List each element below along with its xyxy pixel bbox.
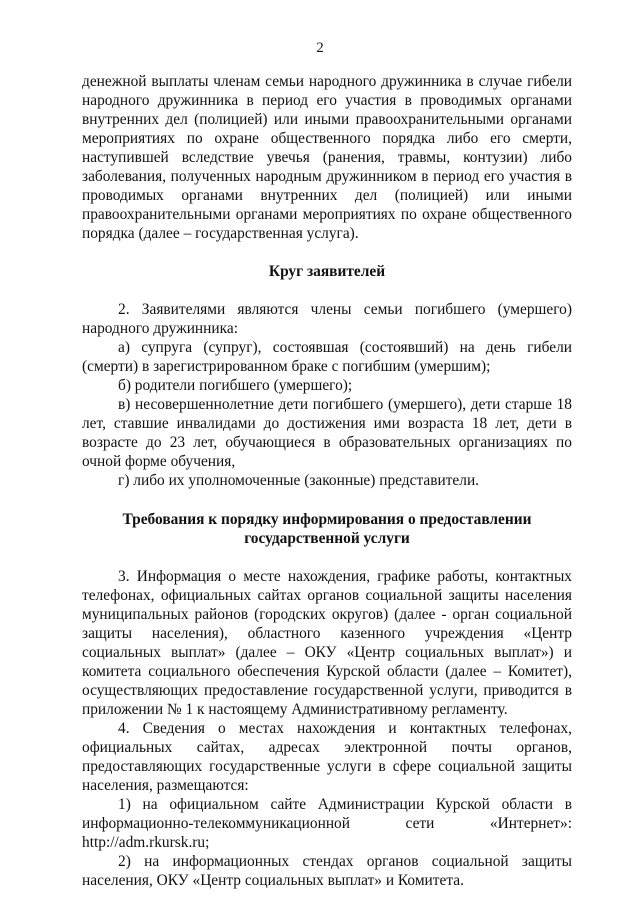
paragraph-2: 2. Заявителями являются члены семьи погибшего (умершего) народного дружинника: <box>82 301 572 337</box>
requirements-heading-line-1: Требования к порядку информирования о предоставлении <box>122 511 532 528</box>
applicant-item-d: г) либо их уполномоченные (законные) представители. <box>118 472 480 489</box>
requirements-heading-line-2: государственной услуги <box>244 530 410 547</box>
paragraph-4: 4. Сведения о местах нахождения и контактных телефонах, официальных сайтах, адресах электронной почты органов, предоставляющих государственные услуги в сфере социальной защиты населения, размещаются: <box>82 720 572 794</box>
section-heading-applicants: Круг заявителей <box>268 263 386 280</box>
info-item-2: 2) на информационных стендах органов социальной защиты населения, ОКУ «Центр социальных выплат» и Комитета. <box>82 853 572 889</box>
intro-paragraph: денежной выплаты членам семьи народного дружинника в случае гибели народного дружинника в период его участия в проводимых органами внутренних дел (полицией) или иными правоохранительными органами мероприятиях по охране общественного порядка либо его смерти, наступившей вследствие увечья (ранения, травмы, контузии) либо заболевания, полученных народным дружинником в период его участия в проводимых органами внутренних дел (полицией) или иными правоохранительными органами мероприятиях по охране общественного порядка (далее – государственная услуга). <box>82 73 572 242</box>
info-item-1: 1) на официальном сайте Администрации Курской области в информационно-телекоммуникационной сети «Интернет»: http://adm.rkursk.ru; <box>82 796 572 851</box>
applicant-item-a: а) супруга (супруг), состоявшая (состоявший) на день гибели (смерти) в зарегистрированном браке с погибшим (умершим); <box>82 339 572 375</box>
page-number: 2 <box>316 40 324 56</box>
document-body <box>82 72 572 890</box>
applicant-item-b: б) родители погибшего (умершего); <box>118 377 353 394</box>
applicant-item-c: в) несовершеннолетние дети погибшего (умершего), дети старше 18 лет, ставшие инвалидами до достижения ими возраста 18 лет, дети в возрасте до 23 лет, обучающиеся в образовательных организациях по очной форме обучения, <box>82 396 572 470</box>
section-heading-requirements <box>82 510 572 548</box>
paragraph-3: 3. Информация о месте нахождения, графике работы, контактных телефонах, официальных сайтах органов социальной защиты населения муниципальных районов (городских округов) (далее - орган социальной защиты населения), областного казенного учреждения «Центр социальных выплат» (далее – ОКУ «Центр социальных выплат») и комитета социального обеспечения Курской области (далее – Комитет), осуществляющих предоставление государственной услуги, приводится в приложении № 1 к настоящему Административному регламенту. <box>82 568 572 718</box>
